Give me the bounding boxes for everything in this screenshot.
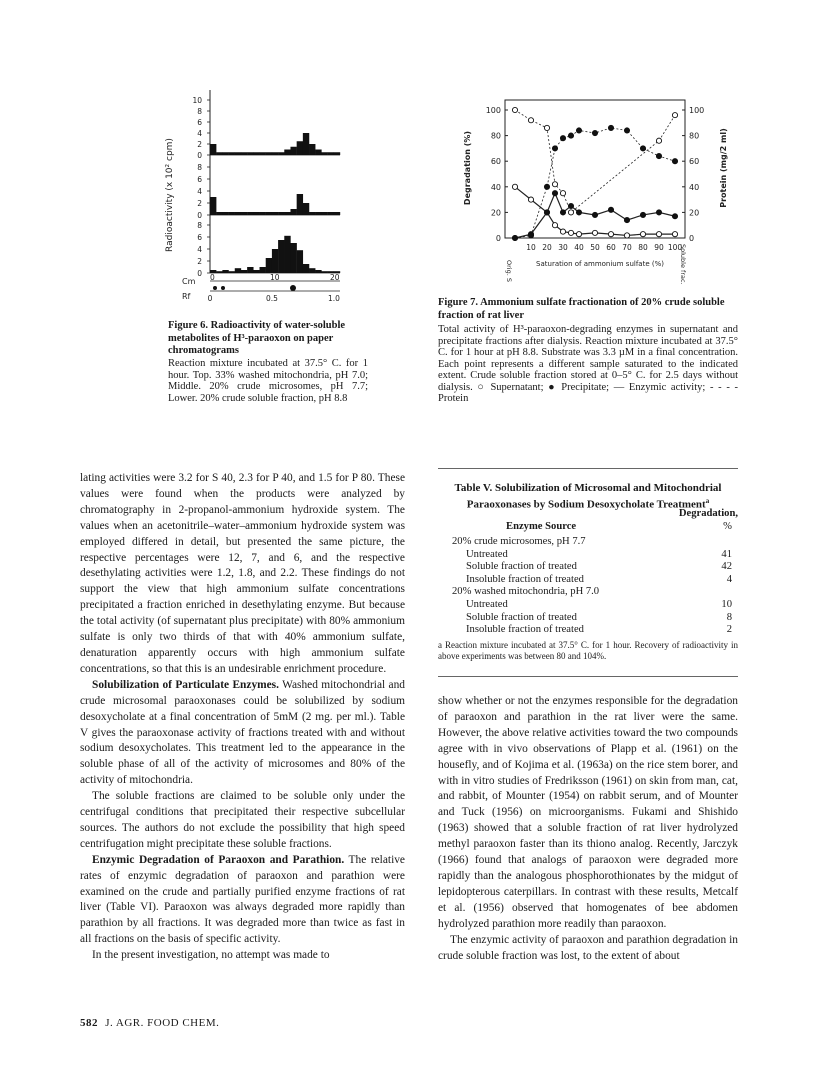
x-tick-label: 20: [542, 243, 552, 252]
figure-6-chart: [160, 85, 360, 310]
bar: [216, 271, 222, 273]
paragraph: Solubilization of Particulate Enzymes. Washed mitochondrial and crude microsomal paraoxonases could be solubilized by sodium desoxycholate at a final concentration of 5mM (2 mg. per ml.). Table V gives the paraoxonase activity of fractions treated with and without sodium desoxycholates. This treatment led to the appearance in the soluble phase of all of the activity of microsomes and 80% of the activity of mitochondria.: [80, 678, 405, 787]
data-point: [592, 130, 597, 135]
y2-tick-label: 0: [689, 234, 695, 243]
figure-6-caption: Reaction mixture incubated at 37.5° C. for 1 hour. Top. 33% washed mitochondria, pH 7.0; Middle. 20% crude microsomes, pH 7.7; Lower. 20% crude soluble fraction, pH 8.8: [168, 358, 368, 404]
rf-tick-label: 0: [207, 294, 213, 303]
y-tick-label: 40: [490, 182, 501, 192]
table-row: [452, 586, 738, 599]
y2-tick-label: 60: [689, 157, 700, 167]
data-point: [528, 197, 533, 202]
bar: [315, 150, 321, 156]
x-tick-label: 40: [574, 243, 584, 252]
data-point: [656, 153, 661, 158]
chromatogram-spot: [213, 286, 217, 290]
table-5: [452, 508, 738, 637]
data-point: [624, 217, 629, 222]
bar: [284, 236, 290, 273]
y-tick-label: 100: [485, 106, 501, 115]
data-point: [544, 210, 549, 215]
figure-7-caption: Total activity of H³-paraoxon-degrading enzymes in supernatant and precipitate fractions after dialysis. Reaction mixture incubated at 37.5° C. for 1 hour at pH 8.8. Substrate was 3.3 µM in a final concentration. Each point represents a different sample saturated to the indicated extent. Crude soluble fraction stored at 0–5° C. for 2.5 days without dialysis. ○ Supernatant; ● Precipitate; — Enzymic activity; - - - - Protein: [438, 324, 738, 404]
y-tick-label: 20: [490, 208, 501, 218]
y-tick-label: 2: [197, 257, 202, 266]
y-tick-label: 2: [197, 140, 202, 149]
section-heading: Solubilization of Particulate Enzymes.: [92, 678, 279, 691]
bar: [290, 147, 296, 155]
bar: [321, 152, 327, 155]
rf-label: Rf: [182, 292, 191, 301]
x-axis-label: Saturation of ammonium sulfate (%): [536, 260, 664, 268]
table-row: [452, 549, 738, 562]
bar: [222, 152, 228, 155]
data-point: [544, 184, 549, 189]
paragraph: show whether or not the enzymes responsible for the degradation of paraoxon and parathion in the rat liver were the same. However, the above relative activities toward the two compounds agree with in vivo observations of Plapp et al. (1961) on the housefly, and of Kojima et al. (1963a) on the rice stem borer, and with in vitro studies of Fredriksson (1961) on skin from man, cat, and rabbit, of Mounter (1954) on rabbit serum, and of Mounter and Tuck (1956) on microorganisms. Fukami and Shishido (1963) showed that a soluble fraction of rat liver hydrolyzed methyl paraoxon faster than its thiono analog. Recently, Jarczyk (1966) found that analogs of paraoxon were degraded more rapidly than the analogous phosphorothionates by the midgut of lepidopterous caterpillars. In contrast with these results, Metcalf et al. (1956) observed that homogenates of bee abdomen hydrolyzed parathion more readily than paraoxon.: [438, 695, 738, 930]
bar: [272, 212, 278, 215]
y2-tick-label: 20: [689, 208, 700, 218]
data-point: [552, 146, 557, 151]
table-row: [452, 612, 738, 625]
bar: [328, 152, 334, 155]
data-point: [576, 232, 581, 237]
data-point: [656, 138, 661, 143]
x-tick-label: 90: [654, 243, 664, 252]
table-row: [452, 574, 738, 587]
data-point: [568, 230, 573, 235]
figure-6-title: Figure 6. Radioactivity of water-soluble metabolites of H³-paraoxon on paper chromatograms: [168, 320, 346, 356]
cm-tick-label: 0: [210, 273, 215, 282]
y-tick-label: 8: [197, 107, 202, 116]
bar: [272, 152, 278, 155]
chromatogram-spot: [290, 285, 296, 291]
bar: [266, 258, 272, 273]
bar: [241, 152, 247, 155]
left-column-text: [80, 471, 405, 964]
bar: [260, 152, 266, 155]
table-cell-degradation: 41: [721, 548, 732, 560]
bar: [297, 141, 303, 155]
x-tick-label: 70: [622, 243, 632, 252]
table-row: [452, 624, 738, 637]
table-header-degradation: Degradation,: [678, 508, 738, 519]
table-5-title: Table V. Solubilization of Microsomal and Mitochondrial Paraoxonases by Sodium Desoxycholate Treatment$^a$: [454, 482, 722, 511]
bar: [247, 212, 253, 215]
data-point: [672, 232, 677, 237]
section-heading: Enzymic Degradation of Paraoxon and Parathion.: [92, 853, 345, 866]
bar: [235, 268, 241, 273]
bar: [253, 212, 259, 215]
bar: [309, 144, 315, 155]
y-tick-label: 80: [490, 131, 501, 141]
orig-label: Orig. S: [505, 260, 513, 282]
data-point: [672, 159, 677, 164]
data-point: [560, 229, 565, 234]
bar: [290, 209, 296, 215]
bar: [241, 270, 247, 273]
paragraph: In the present investigation, no attempt was made to: [92, 949, 330, 962]
cm-tick-label: 10: [270, 273, 280, 282]
bar: [321, 271, 327, 273]
data-point: [672, 214, 677, 219]
rf-tick-label: 1.0: [328, 294, 340, 303]
y-tick-label: 4: [197, 129, 202, 138]
paragraph: Enzymic Degradation of Paraoxon and Parathion. The relative rates of enzymic degradation of paraoxon and parathion were examined on the crude and partially purified enzyme fractions of rat liver (Table VI). Paraoxon was always degraded more rapidly than parathion by all fractions. It was degraded more than twice as fast in all fractions on the basis of specific activity.: [80, 853, 405, 946]
y-tick-label: 10: [192, 96, 202, 105]
data-point: [624, 233, 629, 238]
x-tick-label: 100: [667, 243, 683, 252]
right-column-text: [438, 694, 738, 964]
bar: [253, 270, 259, 273]
y-tick-label: 8: [197, 163, 202, 172]
y-axis-label: Radioactivity (x 10² cpm): [165, 138, 175, 252]
data-point: [640, 146, 645, 151]
bar: [216, 212, 222, 215]
y2-tick-label: 40: [689, 182, 700, 192]
bar: [266, 212, 272, 215]
chromatogram-spot: [221, 286, 225, 290]
bar: [247, 267, 253, 273]
bar: [216, 152, 222, 155]
bar: [260, 267, 266, 273]
bar: [321, 212, 327, 215]
bar: [278, 240, 284, 273]
cm-label: Cm: [182, 277, 196, 286]
bar: [315, 270, 321, 273]
y-tick-label: 6: [197, 233, 202, 242]
table-row: [452, 561, 738, 574]
data-point: [592, 212, 597, 217]
y-tick-label: 0: [197, 269, 202, 278]
bar: [303, 264, 309, 273]
bar: [247, 152, 253, 155]
bar: [235, 152, 241, 155]
y-tick-label: 0: [495, 234, 501, 243]
table-cell-source: 20% washed mitochondria, pH 7.0: [452, 586, 600, 598]
data-point: [552, 182, 557, 187]
bar: [328, 212, 334, 215]
data-point: [512, 235, 517, 240]
figure-7-title: Figure 7. Ammonium sulfate fractionation of 20% crude soluble fraction of rat liver: [438, 297, 725, 321]
data-point: [568, 210, 573, 215]
bar: [309, 212, 315, 215]
y-tick-label: 8: [197, 221, 202, 230]
bar: [235, 212, 241, 215]
y-tick-label: 60: [490, 157, 501, 167]
data-point: [528, 118, 533, 123]
table-header-source: Enzyme Source: [506, 521, 577, 532]
data-point: [656, 232, 661, 237]
table-cell-source: Soluble fraction of treated: [466, 611, 577, 623]
page-number: 582: [80, 1017, 98, 1029]
table-cell-source: 20% crude microsomes, pH 7.7: [452, 536, 586, 547]
cm-tick-label: 20: [330, 273, 340, 282]
y-tick-label: 4: [197, 187, 202, 196]
data-point: [608, 125, 613, 130]
x-tick-label: 50: [590, 243, 600, 252]
y2-axis-label: Protein (mg/2 ml): [719, 128, 728, 208]
table-row: [452, 536, 738, 549]
bar: [297, 250, 303, 273]
bar: [297, 194, 303, 215]
bar: [278, 212, 284, 215]
data-point: [560, 136, 565, 141]
x-tick-label: 10: [526, 243, 536, 252]
table-cell-degradation: 8: [726, 611, 732, 623]
page-footer: [80, 1017, 219, 1029]
bar: [303, 203, 309, 215]
table-cell-degradation: 42: [721, 561, 732, 573]
x-tick-label: 60: [606, 243, 616, 252]
data-point: [528, 233, 533, 238]
data-point: [568, 133, 573, 138]
bar: [260, 212, 266, 215]
data-point: [552, 191, 557, 196]
table-row: [452, 599, 738, 612]
table-cell-degradation: 10: [721, 598, 732, 610]
bar: [210, 197, 216, 215]
bar: [284, 150, 290, 156]
data-point: [640, 232, 645, 237]
bar: [229, 212, 235, 215]
table-cell-degradation: 4: [726, 573, 732, 585]
data-point: [656, 210, 661, 215]
data-point: [624, 128, 629, 133]
table-cell-source: Insoluble fraction of treated: [466, 573, 584, 585]
journal-name: J. AGR. FOOD CHEM.: [105, 1017, 220, 1029]
bar: [229, 271, 235, 273]
y-tick-label: 4: [197, 245, 202, 254]
bar: [210, 144, 216, 155]
data-point: [608, 232, 613, 237]
paragraph: The enzymic activity of paraoxon and parathion degradation in crude soluble fraction was lost, to the extent of about: [438, 933, 738, 962]
table-cell-degradation: 2: [726, 624, 732, 636]
table-header-unit: %: [723, 521, 732, 532]
data-point: [640, 212, 645, 217]
bar: [334, 212, 340, 215]
bar: [222, 270, 228, 273]
series-line: [515, 110, 675, 212]
bar: [290, 243, 296, 273]
data-point: [576, 128, 581, 133]
bar: [241, 212, 247, 215]
bar: [266, 152, 272, 155]
bar: [284, 212, 290, 215]
table-cell-source: Soluble fraction of treated: [466, 561, 577, 573]
y-tick-label: 6: [197, 175, 202, 184]
table-cell-source: Untreated: [466, 598, 508, 610]
x-tick-label: 30: [558, 243, 568, 252]
paragraph: The soluble fractions are claimed to be soluble only under the centrifugal conditions that precipitated their respective subcellular sources. The authors do not exclude the possibility that high speed centrifugation might precipitate these soluble fractions.: [80, 790, 405, 850]
bar: [303, 133, 309, 155]
y-tick-label: 0: [197, 211, 202, 220]
y-axis-label: Degradation (%): [463, 130, 472, 206]
bar: [229, 152, 235, 155]
figure-7-chart: [450, 88, 740, 288]
table-cell-source: Untreated: [466, 548, 508, 560]
y-tick-label: 6: [197, 118, 202, 127]
y-tick-label: 0: [197, 151, 202, 160]
x-tick-label: 80: [638, 243, 648, 252]
paragraph: lating activities were 3.2 for S 40, 2.3 for P 40, and 1.5 for P 80. These values were found when the products were analyzed by chromatography in 2-propanol-ammonium hydroxide system. The values when an acetonitrile–water–ammonium hydroxide system was employed differed in detail, but presented the same picture, the respective percentages were 12, 7, and 6, and the respective desethylating activities were 1.2, 1.8, and 2.2. These findings do not support the view that high ammonium sulfate concentrations precipitated a fraction enriched in desethylating enzyme. But because the total activity (of supernatant plus precipitate) with 80% ammonium sulfate is only two thirds of that with 40% ammonium sulfate, denaturation apparently occurs with high ammonium sulfate concentrations, so that this is an undesirable enrichment procedure.: [80, 472, 405, 675]
y2-tick-label: 80: [689, 131, 700, 141]
y2-tick-label: 100: [689, 106, 705, 115]
bar: [334, 152, 340, 155]
series-line: [515, 128, 675, 238]
data-point: [544, 125, 549, 130]
data-point: [512, 184, 517, 189]
data-point: [592, 230, 597, 235]
bar: [278, 152, 284, 155]
table-cell-source: Insoluble fraction of treated: [466, 624, 584, 636]
data-point: [512, 107, 517, 112]
bar: [315, 212, 321, 215]
soluble-label: Soluble frac.: [679, 244, 687, 285]
bar: [309, 268, 315, 273]
data-point: [552, 223, 557, 228]
data-point: [608, 207, 613, 212]
data-point: [672, 113, 677, 118]
data-point: [560, 210, 565, 215]
rf-tick-label: 0.5: [266, 294, 278, 303]
table-5-footnote: a Reaction mixture incubated at 37.5° C. for 1 hour. Recovery of radioactivity in above experiments was between 80 and 104%.: [438, 640, 738, 661]
table-top-rule: [438, 468, 738, 469]
bar: [272, 249, 278, 273]
data-point: [560, 191, 565, 196]
y-tick-label: 2: [197, 199, 202, 208]
table-bottom-rule: [438, 676, 738, 677]
bar: [222, 212, 228, 215]
bar: [253, 152, 259, 155]
data-point: [576, 210, 581, 215]
